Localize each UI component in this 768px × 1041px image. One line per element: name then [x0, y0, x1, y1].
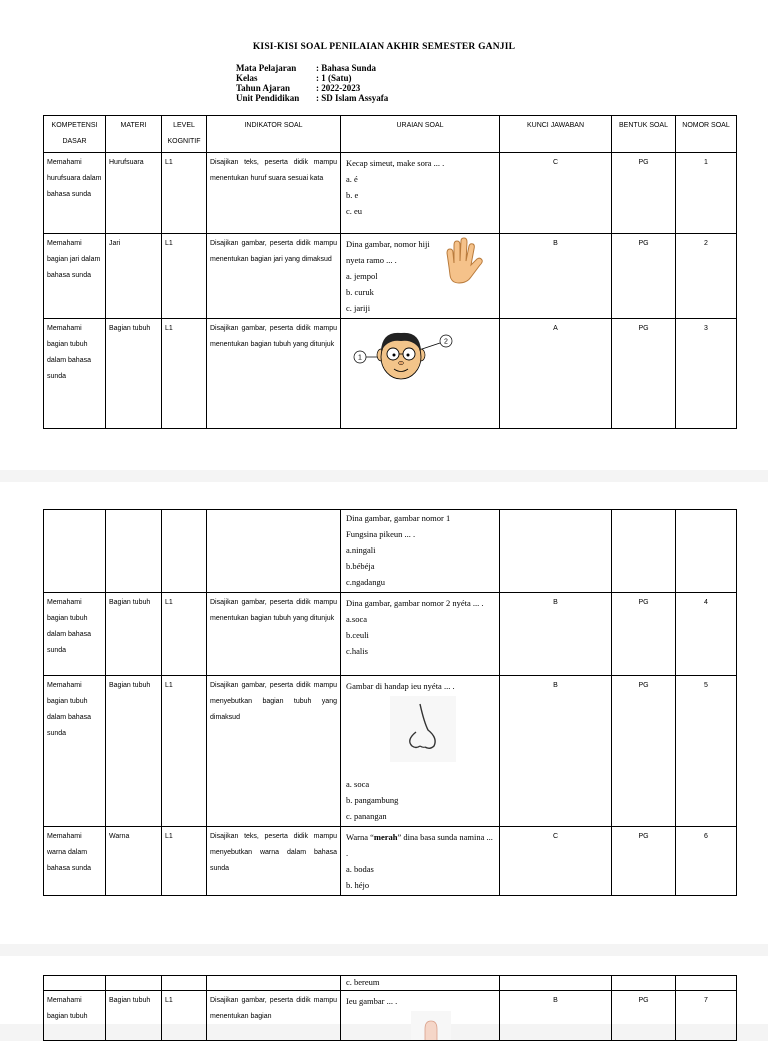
cell-nomor: 6 — [676, 827, 737, 896]
cell-nomor: 2 — [676, 234, 737, 319]
table-header-row — [44, 116, 737, 153]
cell-kunci: B — [500, 234, 612, 319]
option-c: c. eu — [346, 206, 363, 216]
question-prefix: Warna “ — [346, 832, 374, 842]
table-row — [44, 976, 737, 991]
cell-bentuk: PG — [612, 153, 676, 234]
page-2 — [0, 482, 768, 944]
cell-materi: Warna — [106, 827, 162, 896]
cell-kd: Memahami bagian tubuh dalam bahasa sunda — [44, 319, 106, 429]
cell-level: L1 — [162, 676, 207, 827]
cell-indikator: Disajikan gambar, peserta didik mampu menyebutkan bagian tubuh yang dimaksud — [207, 676, 341, 827]
cell-soal — [341, 153, 500, 234]
cell-level: L1 — [162, 319, 207, 429]
meta-value: : 1 (Satu) — [316, 73, 352, 83]
cell-kd: Memahami hurufsuara dalam bahasa sunda — [44, 153, 106, 234]
col-header-kd: KOMPETENSI DASAR — [44, 116, 106, 153]
cell-kunci: B — [500, 593, 612, 676]
question-text: Fungsina pikeun ... . — [346, 529, 416, 539]
cell-indikator: Disajikan gambar, peserta didik mampu menentukan bagian — [207, 991, 341, 1041]
col-header-nomor: NOMOR SOAL — [676, 116, 737, 153]
option-b: b. héjo — [346, 880, 370, 890]
cell-nomor — [676, 510, 737, 593]
option-c: c.ngadangu — [346, 577, 385, 587]
cell-indikator: Disajikan teks, peserta didik mampu menyebutkan warna dalam bahasa sunda — [207, 827, 341, 896]
cell-soal — [341, 676, 500, 827]
cell-level — [162, 510, 207, 593]
cell-indikator: Disajikan gambar, peserta didik mampu menentukan bagian jari yang dimaksud — [207, 234, 341, 319]
cell-bentuk — [612, 976, 676, 991]
cell-soal — [341, 510, 500, 593]
kisi-table-3 — [43, 975, 737, 1041]
cell-kd — [44, 510, 106, 593]
cell-kunci: B — [500, 676, 612, 827]
hand-icon — [441, 237, 483, 285]
cell-indikator: Disajikan gambar, peserta didik mampu menentukan bagian tubuh yang ditunjuk — [207, 319, 341, 429]
meta-label: Unit Pendidikan — [236, 93, 300, 103]
table-row — [44, 153, 737, 234]
meta-value: : 2022-2023 — [316, 83, 361, 93]
meta-value: : SD Islam Assyafa — [316, 93, 389, 103]
option-a: a. é — [346, 174, 358, 184]
meta-row-subject — [236, 63, 388, 73]
cell-indikator — [207, 976, 341, 991]
option-b: b. curuk — [346, 287, 374, 297]
col-header-bentuk: BENTUK SOAL — [612, 116, 676, 153]
cell-materi: Jari — [106, 234, 162, 319]
option-a: a. soca — [346, 779, 370, 789]
meta-label: Kelas — [236, 73, 258, 83]
cell-kd: Memahami bagian jari dalam bahasa sunda — [44, 234, 106, 319]
option-b: b.bébéja — [346, 561, 375, 571]
col-header-kunci: KUNCI JAWABAN — [500, 116, 612, 153]
table-row — [44, 319, 737, 429]
question-text: Dina gambar, nomor hiji nyeta ramo ... . — [346, 239, 430, 265]
option-a: a.soca — [346, 614, 368, 624]
option-c: c.halis — [346, 646, 368, 656]
meta-row-unit — [236, 93, 388, 103]
cell-materi: Hurufsuara — [106, 153, 162, 234]
cell-level: L1 — [162, 991, 207, 1041]
meta-row-class — [236, 73, 388, 83]
cell-kd: Memahami bagian tubuh — [44, 991, 106, 1041]
callout-2: 2 — [444, 338, 448, 346]
table-row — [44, 593, 737, 676]
cell-level — [162, 976, 207, 991]
col-header-materi: MATERI — [106, 116, 162, 153]
cell-level: L1 — [162, 593, 207, 676]
kisi-table-1 — [43, 115, 737, 429]
question-text: Ieu gambar ... . — [346, 996, 398, 1006]
option-c: c. jariji — [346, 303, 371, 313]
cell-soal — [341, 991, 500, 1041]
cell-nomor: 7 — [676, 991, 737, 1041]
option-a: a.ningali — [346, 545, 376, 555]
cell-bentuk: PG — [612, 676, 676, 827]
callout-1: 1 — [358, 354, 362, 362]
col-header-indikator: INDIKATOR SOAL — [207, 116, 341, 153]
cell-bentuk: PG — [612, 593, 676, 676]
option-c: c. panangan — [346, 811, 387, 821]
option-a: a. bodas — [346, 864, 374, 874]
cell-soal — [341, 593, 500, 676]
cell-materi — [106, 976, 162, 991]
question-text: Dina gambar, gambar nomor 1 — [346, 513, 451, 523]
cell-kunci: B — [500, 991, 612, 1041]
cell-bentuk: PG — [612, 827, 676, 896]
cell-kunci: C — [500, 153, 612, 234]
table-row — [44, 827, 737, 896]
cell-nomor: 3 — [676, 319, 737, 429]
page-title: KISI-KISI SOAL PENILAIAN AKHIR SEMESTER GANJIL — [252, 42, 516, 52]
cartoon-face-image — [344, 321, 454, 383]
cell-nomor: 1 — [676, 153, 737, 234]
question-text: Kecap simeut, make sora ... . — [346, 158, 445, 168]
option-c: c. bereum — [346, 977, 380, 987]
cell-level: L1 — [162, 153, 207, 234]
cell-level: L1 — [162, 234, 207, 319]
cell-nomor: 5 — [676, 676, 737, 827]
page-1 — [0, 0, 768, 470]
cell-bentuk: PG — [612, 319, 676, 429]
cell-bentuk: PG — [612, 234, 676, 319]
cell-level: L1 — [162, 827, 207, 896]
cell-soal — [341, 976, 500, 991]
cell-indikator — [207, 510, 341, 593]
kisi-table-2 — [43, 509, 737, 896]
meta-value: : Bahasa Sunda — [316, 63, 377, 73]
cell-kunci: A — [500, 319, 612, 429]
cell-nomor: 4 — [676, 593, 737, 676]
meta-label: Mata Pelajaran — [236, 63, 297, 73]
cell-materi — [106, 510, 162, 593]
cell-kd — [44, 976, 106, 991]
table-row — [44, 991, 737, 1041]
option-b: b. pangambung — [346, 795, 399, 805]
cell-kd: Memahami bagian tubuh dalam bahasa sunda — [44, 593, 106, 676]
cell-bentuk — [612, 510, 676, 593]
question-text — [344, 829, 496, 861]
question-keyword: merah — [373, 832, 398, 842]
col-header-soal: URAIAN SOAL — [341, 116, 500, 153]
cell-soal — [341, 234, 500, 319]
cell-indikator: Disajikan teks, peserta didik mampu menentukan huruf suara sesuai kata — [207, 153, 341, 234]
cell-materi: Bagian tubuh — [106, 676, 162, 827]
option-a: a. jempol — [346, 271, 378, 281]
option-b: b.ceuli — [346, 630, 369, 640]
cell-materi: Bagian tubuh — [106, 319, 162, 429]
question-text: Dina gambar, gambar nomor 2 nyéta ... . — [346, 598, 484, 608]
table-row — [44, 510, 737, 593]
cell-bentuk: PG — [612, 991, 676, 1041]
question-suffix: ” dina basa sunda namina ... . — [346, 832, 493, 858]
cell-soal — [341, 319, 500, 429]
cell-materi: Bagian tubuh — [106, 991, 162, 1041]
document-meta — [236, 63, 388, 103]
cell-kunci — [500, 510, 612, 593]
nose-image — [390, 696, 456, 762]
table-row — [44, 676, 737, 827]
col-header-level: LEVEL KOGNITIF — [162, 116, 207, 153]
meta-row-year — [236, 83, 388, 93]
cell-indikator: Disajikan gambar, peserta didik mampu menentukan bagian tubuh yang ditunjuk — [207, 593, 341, 676]
cell-kd: Memahami bagian tubuh dalam bahasa sunda — [44, 676, 106, 827]
table-row — [44, 234, 737, 319]
page-3 — [0, 956, 768, 1024]
cell-soal — [341, 827, 500, 896]
cell-kunci — [500, 976, 612, 991]
cell-kunci: C — [500, 827, 612, 896]
meta-label: Tahun Ajaran — [236, 83, 290, 93]
cell-materi: Bagian tubuh — [106, 593, 162, 676]
question-text: Gambar di handap ieu nyéta ... . — [346, 681, 455, 691]
cell-nomor — [676, 976, 737, 991]
cell-kd: Memahami warna dalam bahasa sunda — [44, 827, 106, 896]
option-b: b. e — [346, 190, 359, 200]
body-part-image — [411, 1011, 451, 1041]
